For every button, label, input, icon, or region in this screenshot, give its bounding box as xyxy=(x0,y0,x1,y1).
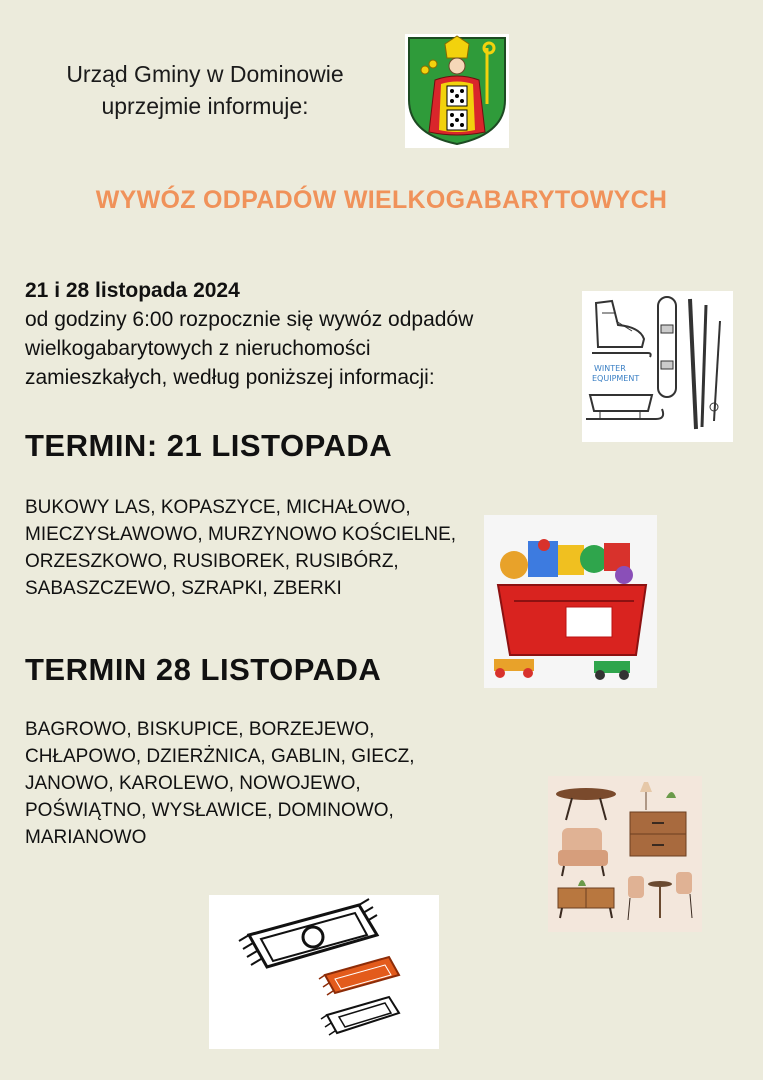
winter-label-1: WINTER xyxy=(594,364,626,373)
intro-text xyxy=(25,276,565,392)
term2-line-1: BAGROWO, BISKUPICE, BORZEJEWO, xyxy=(25,719,375,740)
office-informs: uprzejmie informuje: xyxy=(101,93,309,119)
intro-line-3: zamieszkałych, według poniższej informacji: xyxy=(25,366,435,389)
winter-label-2: EQUIPMENT xyxy=(592,374,640,383)
term2-heading: TERMIN 28 LISTOPADA xyxy=(25,652,382,687)
term2-villages xyxy=(25,716,485,851)
term2-line-2: CHŁAPOWO, DZIERŻNICA, GABLIN, GIECZ, xyxy=(25,746,415,767)
office-name: Urząd Gminy w Dominowie xyxy=(66,61,344,87)
carpets-image xyxy=(209,895,439,1049)
winter-equipment-image xyxy=(582,291,733,442)
term2-line-4: POŚWIĄTNO, WYSŁAWICE, DOMINOWO, xyxy=(25,800,394,821)
term1-line-2: MIECZYSŁAWOWO, MURZYNOWO KOŚCIELNE, xyxy=(25,524,457,545)
intro-line-2: wielkogabarytowych z nieruchomości xyxy=(25,337,371,360)
office-header xyxy=(30,58,380,122)
intro-line-1: od godziny 6:00 rozpocznie się wywóz odpadów xyxy=(25,308,474,331)
coat-of-arms-image xyxy=(405,34,509,148)
term1-line-3: ORZESZKOWO, RUSIBOREK, RUSIBÓRZ, xyxy=(25,551,399,572)
term1-line-4: SABASZCZEWO, SZRAPKI, ZBERKI xyxy=(25,578,342,599)
furniture-image xyxy=(548,776,702,932)
term1-line-1: BUKOWY LAS, KOPASZYCE, MICHAŁOWO, xyxy=(25,497,411,518)
term1-villages xyxy=(25,494,485,602)
term1-heading: TERMIN: 21 LISTOPADA xyxy=(25,428,393,463)
toy-box-image xyxy=(484,515,657,688)
term2-line-5: MARIANOWO xyxy=(25,827,147,848)
term2-line-3: JANOWO, KAROLEWO, NOWOJEWO, xyxy=(25,773,361,794)
page-title: WYWÓZ ODPADÓW WIELKOGABARYTOWYCH xyxy=(95,186,668,214)
collection-dates: 21 i 28 listopada 2024 xyxy=(25,279,240,302)
